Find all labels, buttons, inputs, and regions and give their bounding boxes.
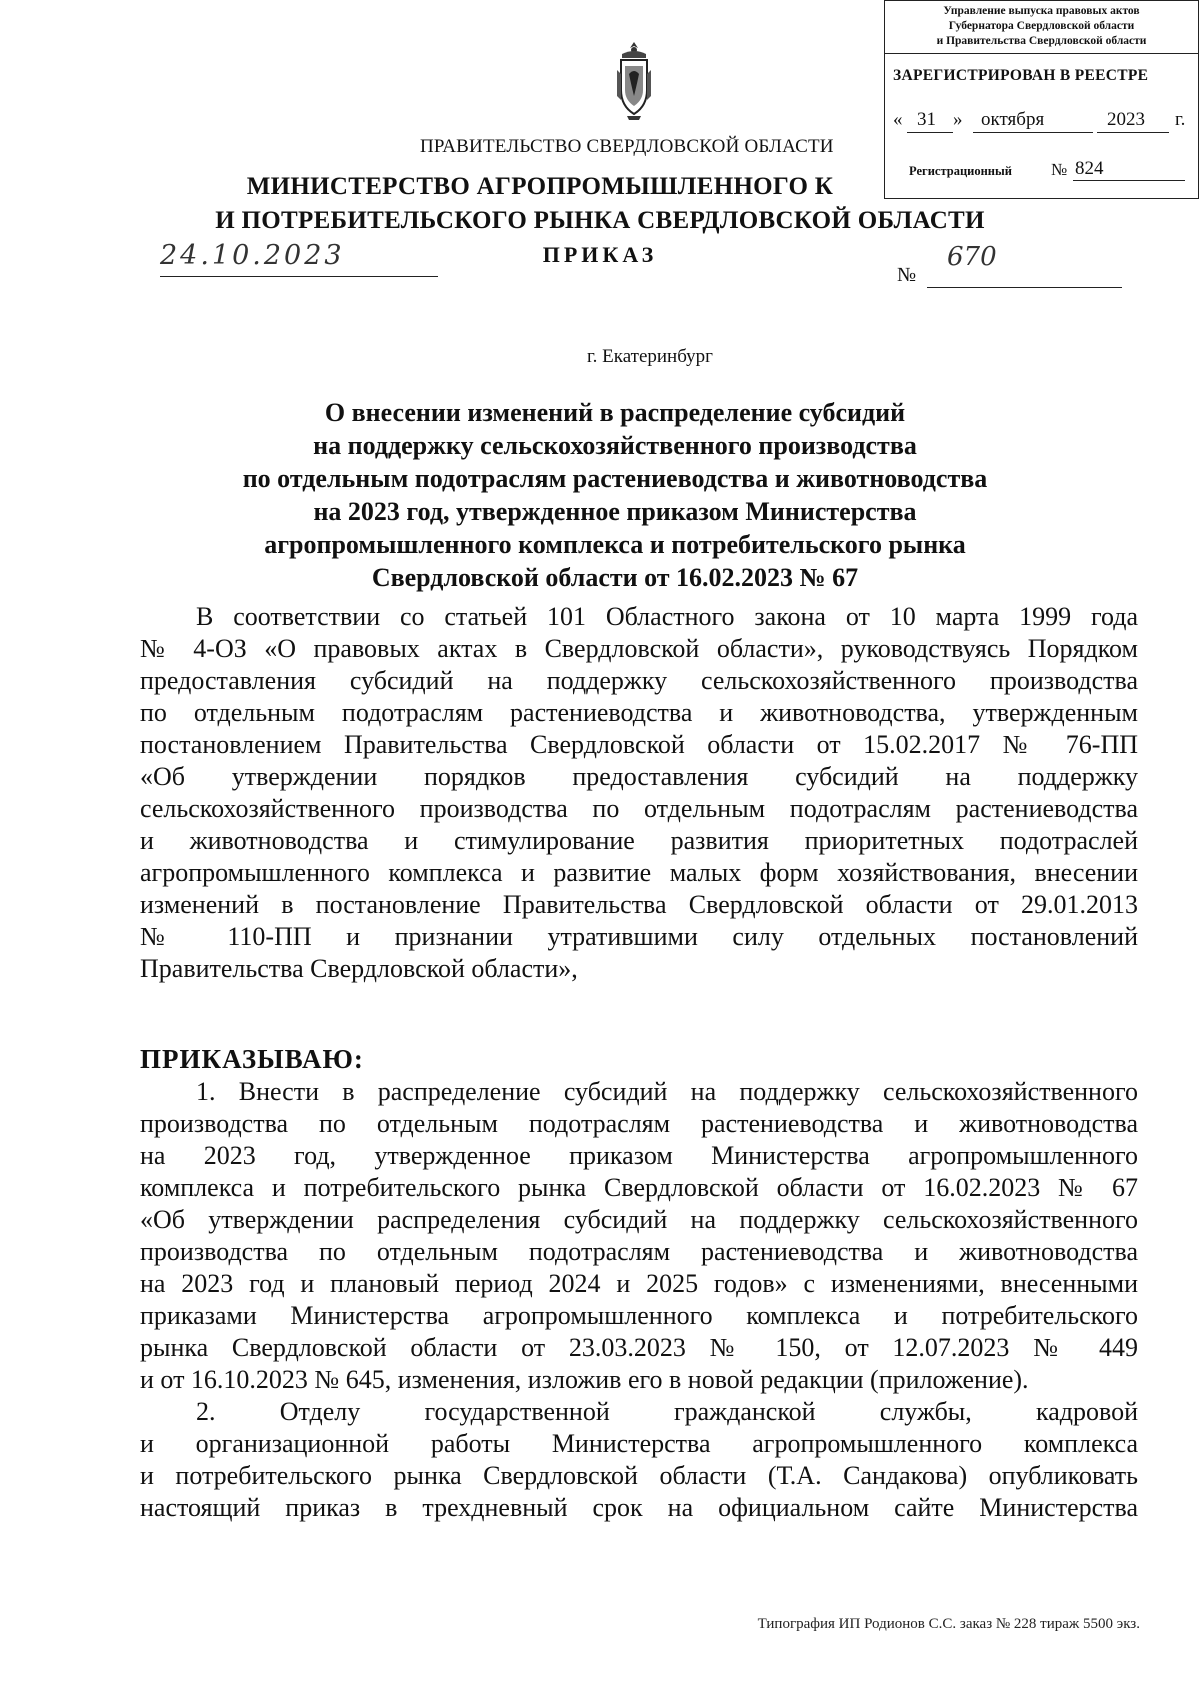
title-line: на 2023 год, утвержденное приказом Министерства (313, 497, 917, 526)
body-line: № 110-ПП и признании утратившими силу отдельных постановлений (140, 922, 1138, 951)
body-line: рынка Свердловской области от 23.03.2023 № 150, от 12.07.2023 № 449 (140, 1333, 1138, 1362)
title-line: О внесении изменений в распределение субсидий (324, 398, 906, 427)
body-line: производства по отдельным подотраслям растениеводства и животноводства (140, 1237, 1138, 1266)
title-line: на поддержку сельскохозяйственного производства (313, 431, 917, 460)
stamp-no-sign: № (1051, 160, 1068, 179)
body-line: и организационной работы Министерства агропромышленного комплекса (140, 1429, 1138, 1458)
order-number (897, 242, 1127, 290)
stamp-close-quote: » (953, 109, 963, 130)
body-line: по отдельным подотраслям растениеводства и животноводства, утвержденным (140, 698, 1138, 727)
body-line: производства по отдельным подотраслям растениеводства и животноводства (140, 1109, 1138, 1138)
stamp-header-line: Управление выпуска правовых актов (943, 5, 1140, 17)
print-footer: Типография ИП Родионов С.С. заказ № 228 тираж 5500 экз. (757, 1616, 1140, 1632)
body-line: «Об утверждении порядков предоставления субсидий на поддержку (140, 762, 1138, 791)
body-line: № 4-ОЗ «О правовых актах в Свердловской области», руководствуясь Порядком (140, 634, 1138, 663)
stamp-day: 31 (917, 109, 936, 130)
city: г. Екатеринбург (587, 346, 713, 367)
order-date (160, 240, 440, 280)
body-line: сельскохозяйственного производства по отдельным подотраслям растениеводства (140, 794, 1138, 823)
body-line: 2. Отделу государственной гражданской службы, кадровой (196, 1397, 1138, 1426)
body-line: постановлением Правительства Свердловской области от 15.02.2017 № 76-ПП (140, 730, 1138, 759)
ministry-line: И ПОТРЕБИТЕЛЬСКОГО РЫНКА СВЕРДЛОВСКОЙ ОБЛАСТИ (215, 207, 985, 234)
document-type: ПРИКАЗ (542, 242, 658, 267)
stamp-header-line: Губернатора Свердловской области (948, 20, 1135, 32)
stamp-reg-number: 824 (1075, 158, 1104, 179)
body-line: комплекса и потребительского рынка Свердловской области от 16.02.2023 № 67 (140, 1173, 1138, 1202)
stamp-header-line: и Правительства Свердловской области (936, 35, 1147, 47)
title-line: по отдельным подотраслям растениеводства и животноводства (242, 464, 988, 493)
order-directive: ПРИКАЗЫВАЮ: (140, 1044, 364, 1074)
body-line: приказами Министерства агропромышленного комплекса и потребительского (140, 1301, 1138, 1330)
coat-of-arms-icon (613, 40, 655, 122)
ministry-name (0, 170, 1200, 238)
title-line: агропромышленного комплекса и потребительского рынка (264, 530, 966, 559)
body-line: изменений в постановление Правительства Свердловской области от 29.01.2013 (140, 890, 1138, 919)
stamp-year: 2023 (1107, 109, 1145, 130)
body-line: агропромышленного комплекса и развитие малых форм хозяйствования, внесении (140, 858, 1138, 887)
stamp-date (893, 109, 1193, 133)
stamp-open-quote: « (893, 109, 903, 130)
stamp-month: октября (981, 109, 1045, 130)
stamp-year-suffix: г. (1175, 109, 1186, 130)
order-number-value: 670 (947, 242, 997, 272)
stamp-reg-label: Регистрационный (909, 164, 1012, 178)
title-line: Свердловской области от 16.02.2023 № 67 (371, 563, 859, 592)
body-line: на 2023 год и плановый период 2024 и 2025 годов» с изменениями, внесенными (140, 1269, 1138, 1298)
order-date-value: 24.10.2023 (160, 240, 345, 271)
body-line: Правительства Свердловской области», (140, 954, 578, 983)
government-name: ПРАВИТЕЛЬСТВО СВЕРДЛОВСКОЙ ОБЛАСТИ (420, 136, 834, 157)
body-line: и потребительского рынка Свердловской области (Т.А. Сандакова) опубликовать (140, 1461, 1138, 1490)
body-line: на 2023 год, утвержденное приказом Министерства агропромышленного (140, 1141, 1138, 1170)
body-line: и животноводства и стимулирование развития приоритетных подотраслей (140, 826, 1138, 855)
body-line: предоставления субсидий на поддержку сельскохозяйственного производства (140, 666, 1138, 695)
stamp-registered-label: ЗАРЕГИСТРИРОВАН В РЕЕСТРЕ (893, 67, 1149, 84)
document-title (180, 396, 1050, 594)
stamp-header (885, 1, 1198, 54)
body-line: настоящий приказ в трехдневный срок на официальном сайте Министерства (140, 1493, 1138, 1522)
body-line: В соответствии со статьей 101 Областного закона от 10 марта 1999 года (196, 602, 1138, 631)
order-number-sign: № (897, 264, 917, 286)
body-line: «Об утверждении распределения субсидий на поддержку сельскохозяйственного (140, 1205, 1138, 1234)
body-line: и от 16.10.2023 № 645, изменения, изложив его в новой редакции (приложение). (140, 1365, 1029, 1394)
body-line: 1. Внести в распределение субсидий на поддержку сельскохозяйственного (196, 1077, 1138, 1106)
ministry-line: МИНИСТЕРСТВО АГРОПРОМЫШЛЕННОГО К (246, 173, 834, 200)
